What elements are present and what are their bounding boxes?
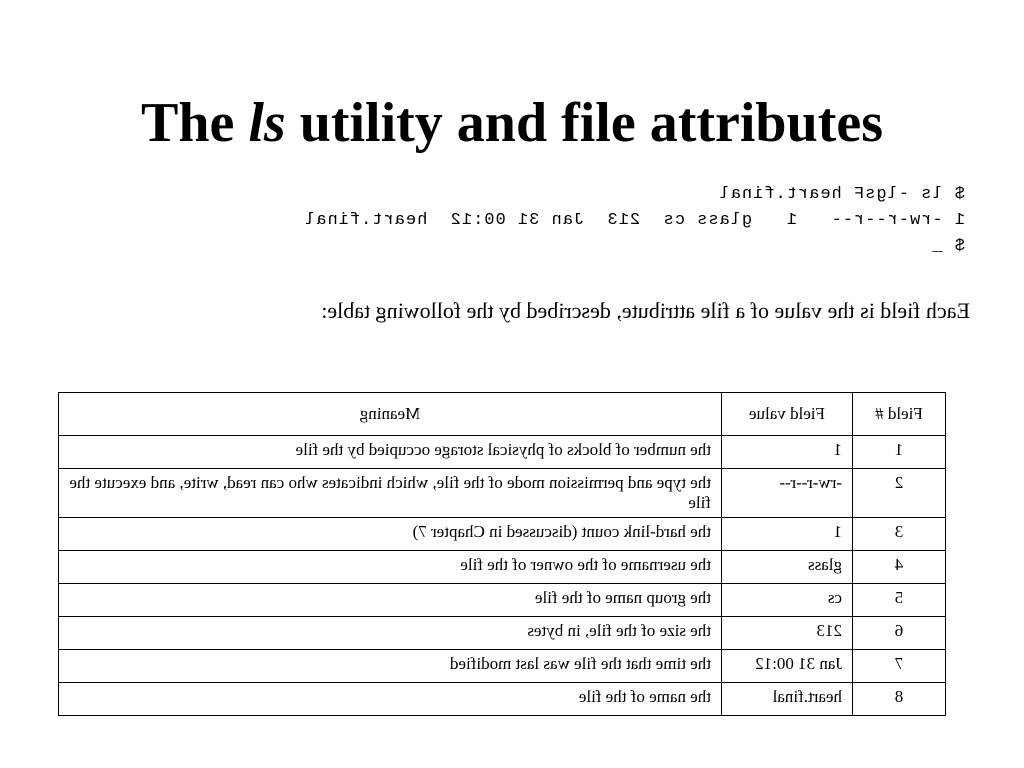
cell-field-number: 4	[853, 551, 946, 584]
title-suffix: utility and file attributes	[285, 91, 884, 154]
cell-field-value: -rw-r--r--	[722, 469, 853, 518]
terminal-line: 1 -rw-r--r-- 1 glass cs 213 Jan 31 00:12 heart.final	[304, 211, 965, 230]
cell-field-value: heart.final	[722, 683, 853, 716]
cell-field-number: 5	[853, 584, 946, 617]
cell-field-value: 1	[722, 518, 853, 551]
table-row	[59, 436, 946, 469]
cell-field-value: glass	[722, 551, 853, 584]
attributes-table	[58, 392, 946, 716]
table-row	[59, 469, 946, 518]
table-row	[59, 584, 946, 617]
cell-meaning: the hard-link count (discussed in Chapter 7)	[59, 518, 722, 551]
cell-field-number: 1	[853, 436, 946, 469]
header-field-number: Field #	[853, 393, 946, 436]
cell-field-number: 6	[853, 617, 946, 650]
title-command: ls	[248, 91, 286, 154]
terminal-line: $ _	[931, 237, 965, 256]
cell-field-number: 3	[853, 518, 946, 551]
table-row	[59, 650, 946, 683]
table-row	[59, 617, 946, 650]
cell-meaning: the username of the owner of the file	[59, 551, 722, 584]
cell-meaning: the size of the file, in bytes	[59, 617, 722, 650]
terminal-output	[230, 182, 965, 260]
slide-title	[0, 88, 1024, 158]
table-row	[59, 518, 946, 551]
description-text: Each field is the value of a file attribute, described by the following table:	[321, 298, 970, 323]
cell-meaning: the group name of the file	[59, 584, 722, 617]
cell-field-value: 213	[722, 617, 853, 650]
terminal-line: $ ls -lgsF heart.final	[718, 185, 965, 204]
attributes-table-container	[58, 392, 946, 716]
title-prefix: The	[140, 91, 249, 154]
cell-meaning: the type and permission mode of the file, which indicates who can read, write, and execute the file	[59, 469, 722, 518]
cell-field-value: cs	[722, 584, 853, 617]
cell-field-number: 8	[853, 683, 946, 716]
cell-field-number: 7	[853, 650, 946, 683]
cell-meaning: the number of blocks of physical storage occupied by the file	[59, 436, 722, 469]
cell-field-number: 2	[853, 469, 946, 518]
cell-field-value: 1	[722, 436, 853, 469]
cell-meaning: the time that the file was last modified	[59, 650, 722, 683]
table-header-row	[59, 393, 946, 436]
cell-field-value: Jan 31 00:12	[722, 650, 853, 683]
header-field-value: Field value	[722, 393, 853, 436]
cell-meaning: the name of the file	[59, 683, 722, 716]
table-row	[59, 683, 946, 716]
table-row	[59, 551, 946, 584]
header-meaning: Meaning	[59, 393, 722, 436]
